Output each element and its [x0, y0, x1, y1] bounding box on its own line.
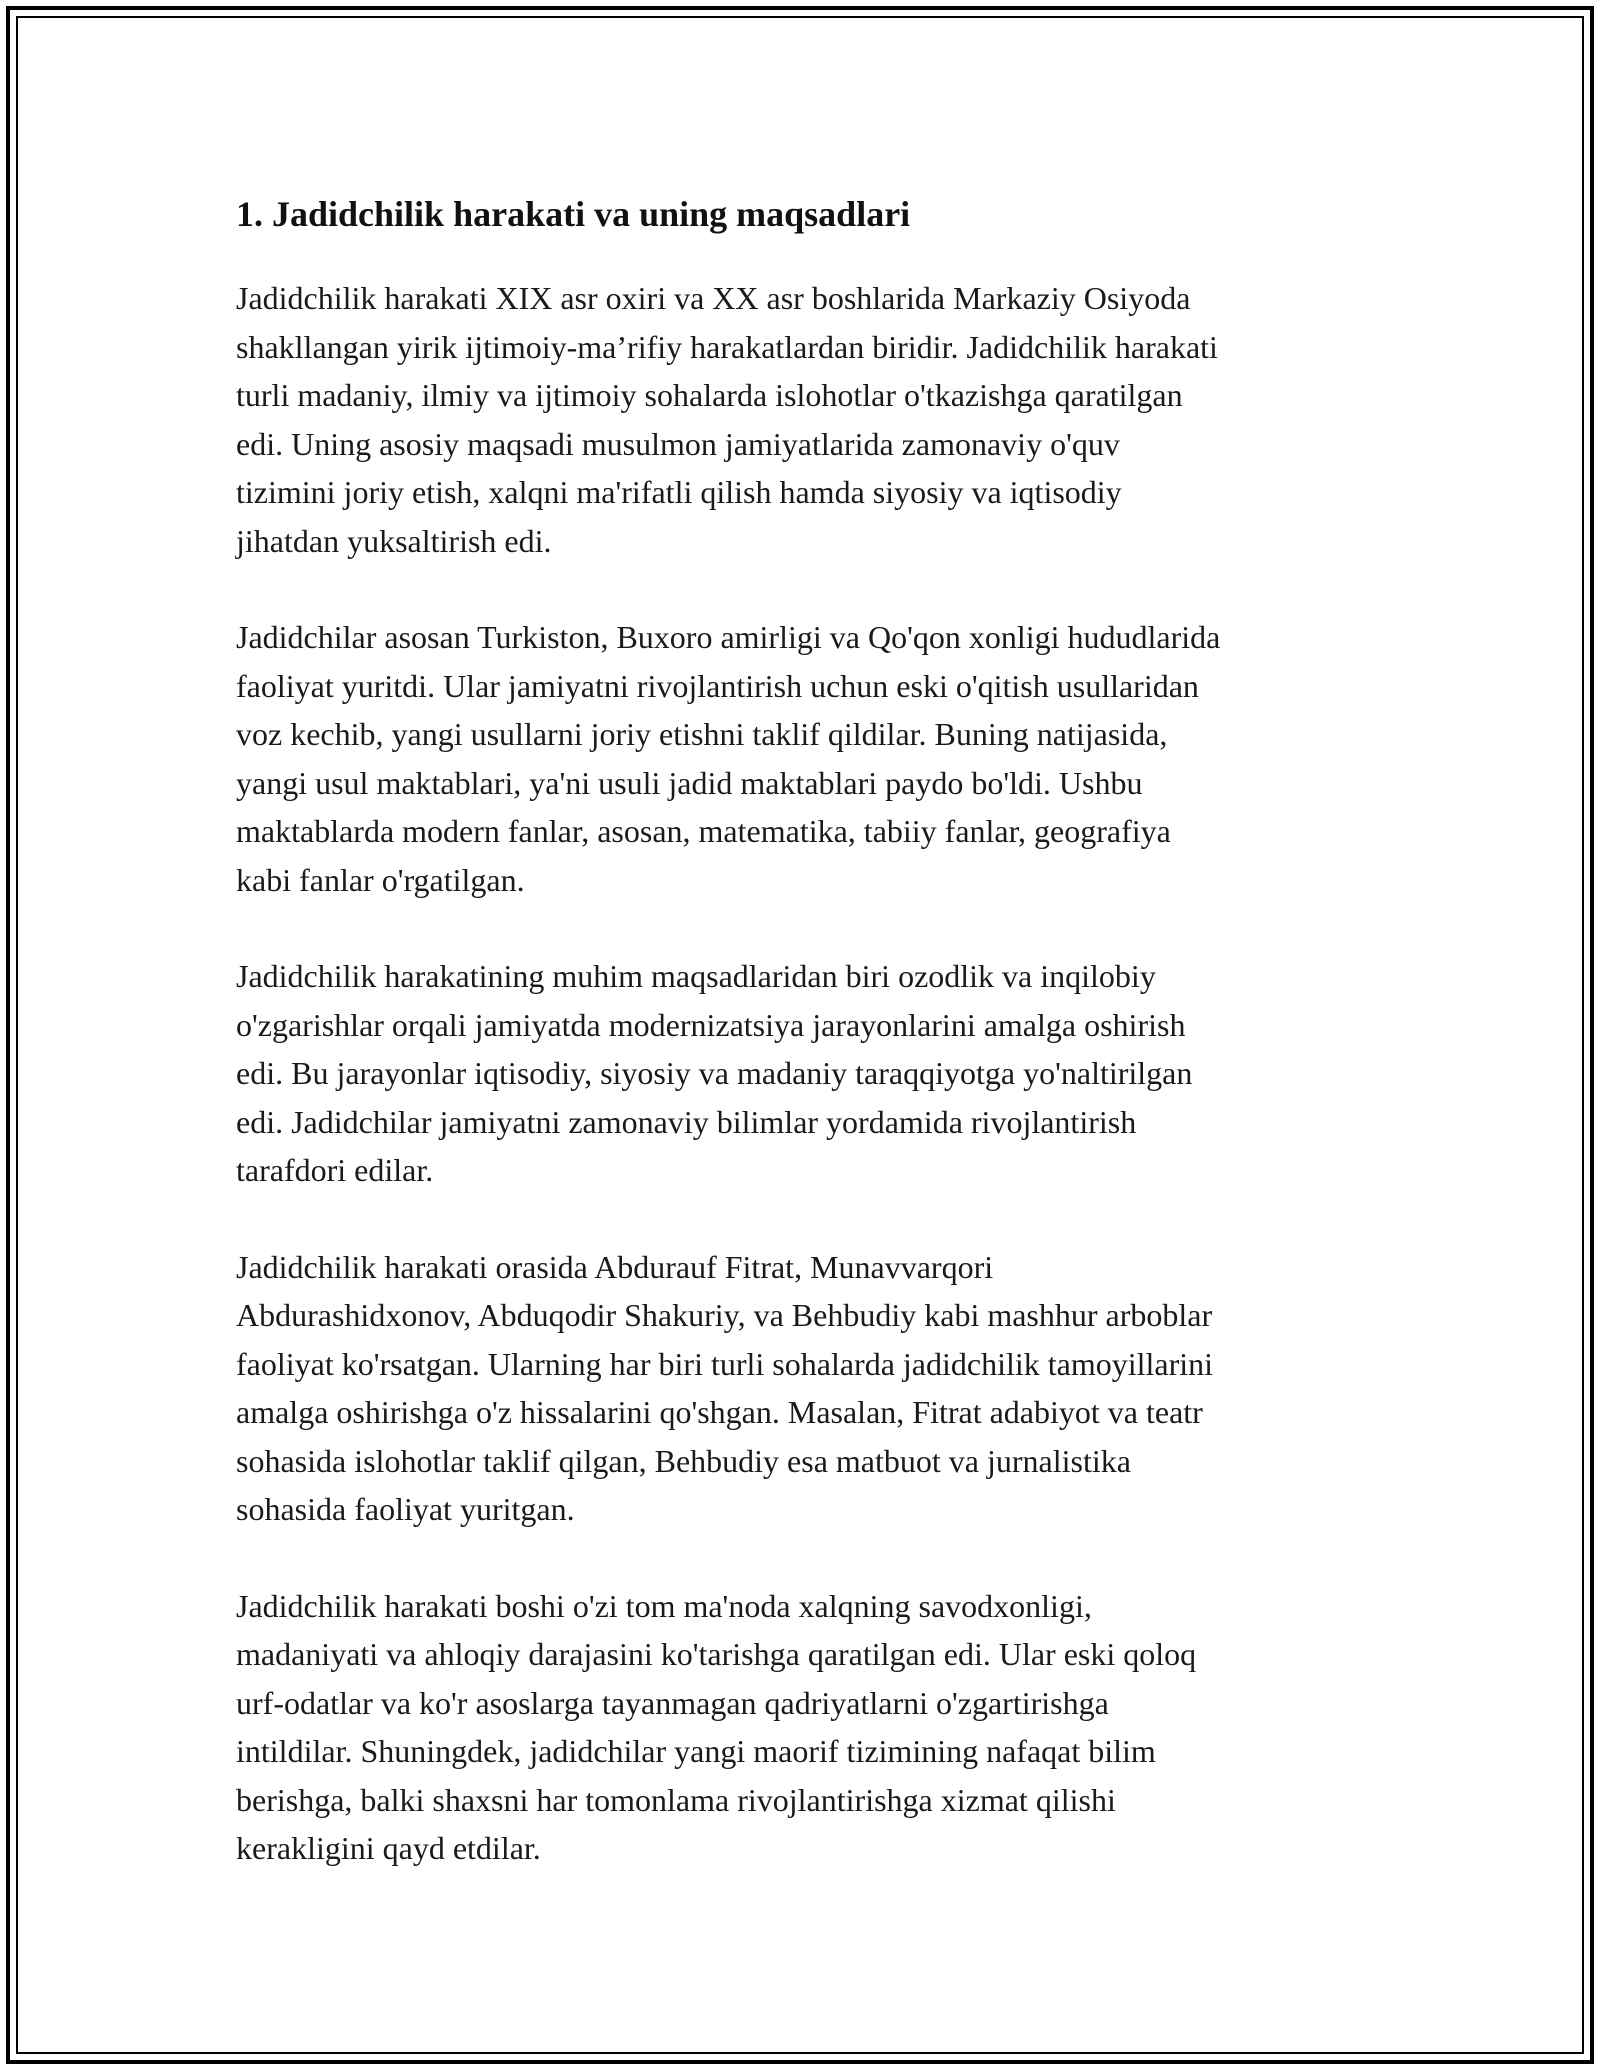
text-line: maktablarda modern fanlar, asosan, matematika, tabiiy fanlar, geografiya	[236, 813, 1171, 849]
text-line: edi. Jadidchilar jamiyatni zamonaviy bilimlar yordamida rivojlantirish	[236, 1103, 1137, 1140]
paragraph-5	[236, 1582, 1376, 1873]
text-line: amalga oshirishga o'z hissalarini qo'shgan. Masalan, Fitrat adabiyot va teatr	[236, 1394, 1203, 1430]
text-line: Jadidchilik harakati boshi o'zi tom ma'noda xalqning savodxonligi,	[236, 1587, 1092, 1624]
text-line: sohasida faoliyat yuritgan.	[236, 1491, 575, 1527]
text-line: tizimini joriy etish, xalqni ma'rifatli qilish hamda siyosiy va iqtisodiy	[236, 474, 1122, 510]
text-line: edi. Uning asosiy maqsadi musulmon jamiyatlarida zamonaviy o'quv	[236, 425, 1120, 462]
text-line: faoliyat yuritdi. Ular jamiyatni rivojlantirish uchun eski o'qitish usullaridan	[236, 667, 1199, 704]
text-line: intildilar. Shuningdek, jadidchilar yangi maorif tizimining nafaqat bilim	[236, 1733, 1156, 1769]
text-line: kabi fanlar o'rgatilgan.	[236, 861, 525, 898]
text-line: sohasida islohotlar taklif qilgan, Behbudiy esa matbuot va jurnalistika	[236, 1442, 1131, 1479]
text-line: tarafdori edilar.	[236, 1152, 434, 1188]
text-line: Abdurashidxonov, Abduqodir Shakuriy, va Behbudiy kabi mashhur arboblar	[236, 1297, 1213, 1333]
text-line: o'zgarishlar orqali jamiyatda modernizatsiya jarayonlarini amalga oshirish	[236, 1006, 1186, 1043]
text-line: berishga, balki shaxsni har tomonlama rivojlantirishga xizmat qilishi	[236, 1781, 1116, 1818]
text-line: Jadidchilik harakati orasida Abdurauf Fitrat, Munavvarqori	[236, 1248, 994, 1285]
text-line: yangi usul maktablari, ya'ni usuli jadid maktablari paydo bo'ldi. Ushbu	[236, 764, 1143, 801]
text-line: Jadidchilik harakati XIX asr oxiri va XX asr boshlarida Markaziy Osiyoda	[236, 280, 1191, 316]
text-line: turli madaniy, ilmiy va ijtimoiy sohalarda islohotlar o'tkazishga qaratilgan	[236, 377, 1183, 413]
text-line: Jadidchilar asosan Turkiston, Buxoro amirligi va Qo'qon xonligi hududlarida	[236, 619, 1221, 655]
paragraph-1	[236, 274, 1376, 565]
text-line: edi. Bu jarayonlar iqtisodiy, siyosiy va madaniy taraqqiyotga yo'naltirilgan	[236, 1055, 1193, 1091]
text-line: Jadidchilik harakatining muhim maqsadlaridan biri ozodlik va inqilobiy	[236, 958, 1156, 994]
document-body	[236, 186, 1376, 1921]
paragraph-3	[236, 952, 1376, 1195]
text-line: faoliyat ko'rsatgan. Ularning har biri turli sohalarda jadidchilik tamoyillarini	[236, 1345, 1214, 1382]
text-line: jihatdan yuksaltirish edi.	[236, 522, 552, 559]
paragraph-2	[236, 613, 1376, 904]
text-line: voz kechib, yangi usullarni joriy etishni taklif qildilar. Buning natijasida,	[236, 716, 1168, 752]
text-line: madaniyati va ahloqiy darajasini ko'tarishga qaratilgan edi. Ular eski qoloq	[236, 1636, 1197, 1672]
text-line: kerakligini qayd etdilar.	[236, 1830, 541, 1866]
text-line: shakllangan yirik ijtimoiy-ma’rifiy harakatlardan biridir. Jadidchilik harakati	[236, 328, 1218, 365]
paragraph-4	[236, 1243, 1376, 1534]
section-heading: 1. Jadidchilik harakati va uning maqsadlari	[236, 194, 911, 234]
text-line: urf-odatlar va ko'r asoslarga tayanmagan qadriyatlarni o'zgartirishga	[236, 1684, 1109, 1721]
